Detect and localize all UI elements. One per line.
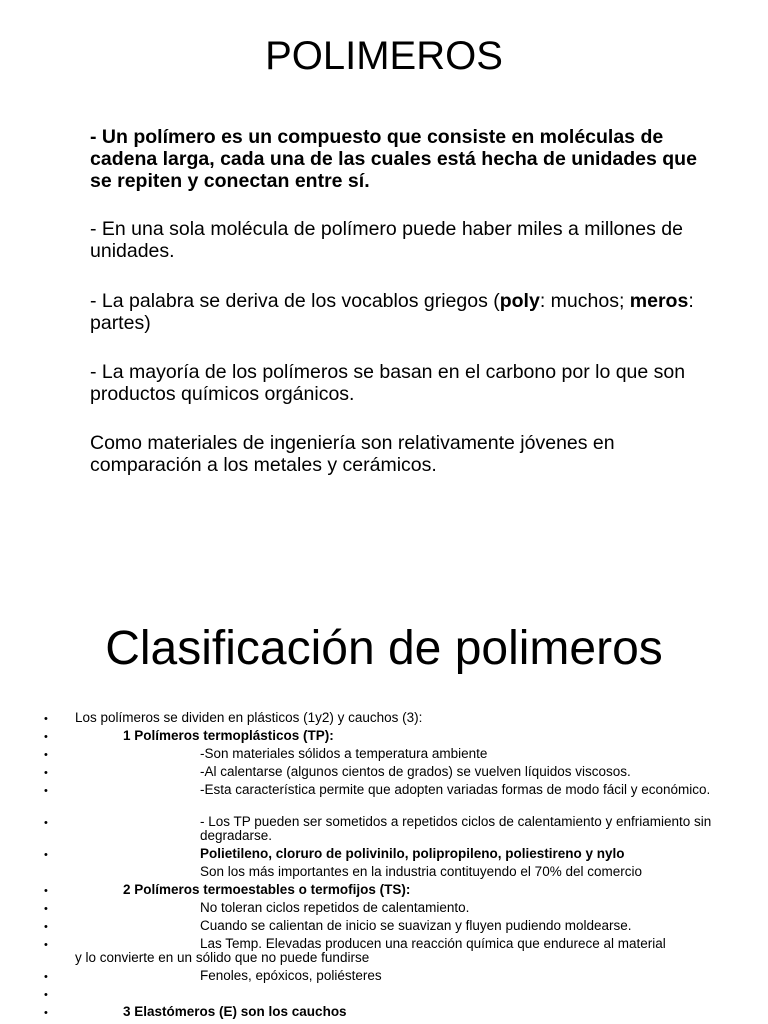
list-item: • No toleran ciclos repetidos de calentamiento. xyxy=(44,900,470,915)
slide-title: POLIMEROS xyxy=(265,34,503,78)
slide-title: Clasificación de polimeros xyxy=(105,622,663,675)
list-item: • -Esta característica permite que adopten variadas formas de modo fácil y económico. xyxy=(44,782,711,797)
bullet-icon: • xyxy=(44,921,48,933)
bullet-icon: • xyxy=(44,989,48,1001)
etymology-text-b: : muchos; xyxy=(539,290,630,312)
list-item: • -Son materiales sólidos a temperatura ambiente xyxy=(44,746,488,761)
list-item: • Cuando se calientan de inicio se suavizan y fluyen pudiendo moldearse. xyxy=(44,918,632,933)
list-item: • Fenoles, epóxicos, poliésteres xyxy=(44,968,382,983)
paragraph-etymology xyxy=(90,290,710,334)
etymology-text-c: : partes) xyxy=(90,290,694,334)
paragraph-units: - En una sola molécula de polímero puede haber miles a millones de unidades. xyxy=(90,218,683,262)
bullet-icon: • xyxy=(44,713,48,725)
etymology-text-a: - La palabra se deriva de los vocablos griegos ( xyxy=(90,290,500,312)
list-item: • Los polímeros se dividen en plásticos (1y2) y cauchos (3): xyxy=(44,710,423,725)
etymology-meros: meros xyxy=(629,290,689,312)
etymology-poly: poly xyxy=(499,290,540,312)
bullet-icon: • xyxy=(44,971,48,983)
bullet-icon: • xyxy=(44,1007,48,1019)
bullet-list xyxy=(0,711,768,1023)
paragraph-carbon: - La mayoría de los polímeros se basan en el carbono por lo que son productos químicos orgánicos. xyxy=(90,361,686,405)
paragraph-definition: - Un polímero es un compuesto que consiste en moléculas de cadena larga, cada una de las cuales está hecha de unidades que se repiten y conectan entre sí. xyxy=(90,126,697,192)
list-item: • 3 Elastómeros (E) son los cauchos xyxy=(44,1004,347,1019)
list-item: • Polietileno, cloruro de polivinilo, polipropileno, poliestireno y nylo xyxy=(44,846,625,861)
list-item: • 1 Polímeros termoplásticos (TP): xyxy=(44,728,334,743)
list-item: • - Los TP pueden ser sometidos a repetidos ciclos de calentamiento y enfriamiento sin degradarse. xyxy=(44,814,712,843)
list-item xyxy=(0,987,768,1005)
list-item: • 2 Polímeros termoestables o termofijos (TS): xyxy=(44,882,411,897)
slide-clasificacion xyxy=(0,580,768,1024)
bullet-icon: • xyxy=(44,939,48,951)
bullet-icon: • xyxy=(44,767,48,779)
list-item: Son los más importantes en la industria contituyendo el 70% del comercio xyxy=(200,864,642,879)
bullet-icon: • xyxy=(44,817,48,829)
bullet-icon: • xyxy=(44,885,48,897)
bullet-icon: • xyxy=(44,749,48,761)
bullet-icon: • xyxy=(44,731,48,743)
bullet-icon: • xyxy=(44,849,48,861)
paragraph-engineering: Como materiales de ingeniería son relativamente jóvenes en comparación a los metales y cerámicos. xyxy=(90,432,615,476)
bullet-icon: • xyxy=(44,785,48,797)
list-item: • -Al calentarse (algunos cientos de grados) se vuelven líquidos viscosos. xyxy=(44,764,631,779)
list-item: • Las Temp. Elevadas producen una reacción química que endurece al material y lo convierte en un sólido que no puede fundirse xyxy=(44,936,666,965)
bullet-icon: • xyxy=(44,903,48,915)
